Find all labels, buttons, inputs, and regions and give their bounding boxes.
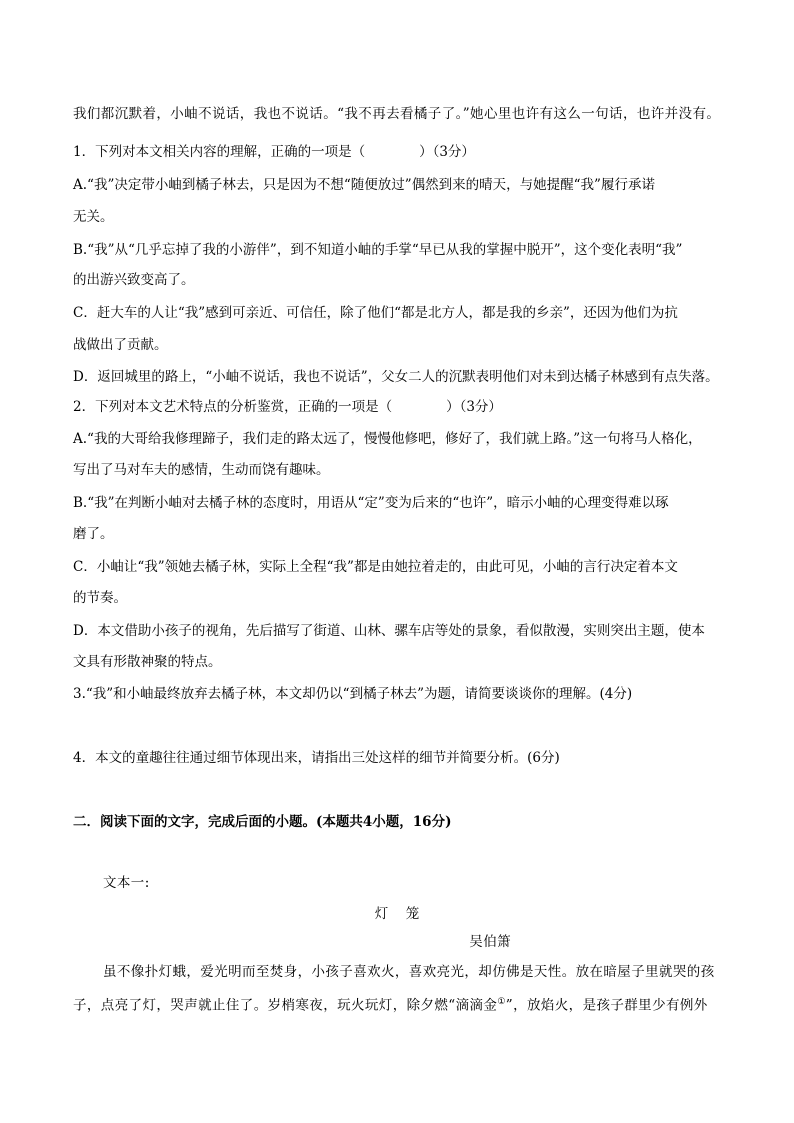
question-1-option-a: A.“我”决定带小岫到橘子林去，只是因为不想“随便放过”偶然到来的晴天，与她提醒“我”履行承诺: [73, 177, 655, 193]
question-2-option-b-cont: 磨了。: [73, 526, 114, 542]
question-1-stem: 1．下列对本文相关内容的理解，正确的一项是（ ）（3分）: [73, 144, 475, 160]
question-1-option-b-cont: 的出游兴致变高了。: [73, 272, 195, 288]
question-2-option-a: A.“我的大哥给我修理蹄子，我们走的路太远了，慢慢他修吧，修好了，我们就上路。”这一句将马人格化，: [73, 431, 702, 447]
essay-paragraph-line-1: 虽不像扑灯蛾，爱光明而至焚身，小孩子喜欢火，喜欢亮光，却仿佛是天性。放在暗屋子里就哭的孩: [103, 964, 715, 980]
question-2-stem: 2．下列对本文艺术特点的分析鉴赏，正确的一项是（ ）（3分）: [73, 399, 502, 415]
question-3: 3.“我”和小岫最终放弃去橘子林，本文却仍以“到橘子林去”为题，请简要谈谈你的理解。(4分): [73, 686, 633, 702]
question-2-option-c-cont: 的节奏。: [73, 590, 127, 606]
essay-title: 灯 笼: [374, 906, 422, 922]
essay-author: 吴伯箫: [469, 934, 511, 950]
question-1-option-c-cont: 战做出了贡献。: [73, 337, 168, 353]
question-2-option-d-cont: 文具有形散神聚的特点。: [73, 654, 222, 670]
essay-paragraph-line-2-part-2: ”，放焰火，是孩子群里少有例外: [505, 997, 708, 1014]
essay-paragraph-line-2: [73, 992, 723, 1016]
text-label: 文本一:: [103, 875, 150, 891]
question-2-option-d: D．本文借助小孩子的视角，先后描写了街道、山林、骡车店等处的景象，看似散漫，实则突出主题，使本: [73, 623, 705, 639]
question-1-option-c: C．赶大车的人让“我”感到可亲近、可信任，除了他们“都是北方人，都是我的乡亲”，还因为他们为抗: [73, 305, 678, 321]
question-4: 4．本文的童趣往往通过细节体现出来，请指出三处这样的细节并简要分析。(6分): [73, 750, 560, 766]
question-1-option-a-cont: 无关。: [73, 209, 114, 225]
section-2-heading: 二．阅读下面的文字，完成后面的小题。(本题共4小题，16分): [73, 814, 452, 830]
essay-paragraph-line-2-part-1: 子，点亮了灯，哭声就止住了。岁梢寒夜，玩火玩灯，除夕燃“滴滴金: [73, 997, 498, 1014]
footnote-marker[interactable]: ①: [497, 997, 506, 1007]
question-1-option-d: D．返回城里的路上，“小岫不说话，我也不说话”，父女二人的沉默表明他们对未到达橘子林感到有点失落。: [73, 369, 719, 385]
continuation-line: 我们都沉默着，小岫不说话，我也不说话。“我不再去看橘子了。”她心里也许有这么一句话，也许并没有。: [73, 106, 721, 122]
question-2-option-a-cont: 写出了马对车夫的感情，生动而饶有趣味。: [73, 462, 330, 478]
question-2-option-c: C．小岫让“我”领她去橘子林，实际上全程“我”都是由她拉着走的，由此可见，小岫的言行决定着本文: [73, 559, 678, 575]
question-2-option-b: B.“我”在判断小岫对去橘子林的态度时，用语从“定”变为后来的“也许”，暗示小岫的心理变得难以琢: [73, 495, 669, 511]
question-1-option-b: B.“我”从“几乎忘掉了我的小游伴”，到不知道小岫的手掌“早已从我的掌握中脱开”，这个变化表明“我”: [73, 242, 683, 258]
